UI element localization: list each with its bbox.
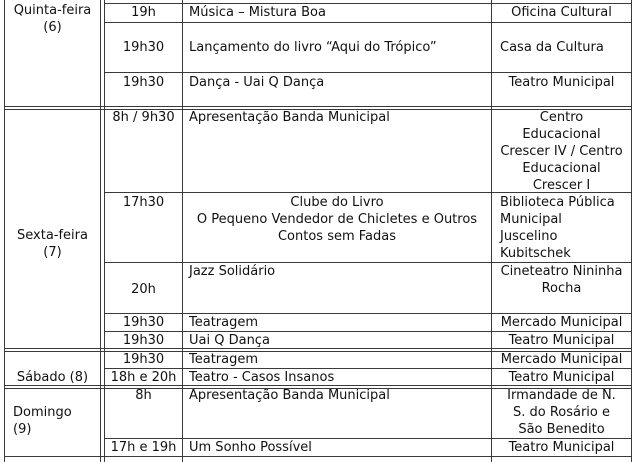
place-cell: Mercado Municipal — [500, 352, 623, 367]
table-divider-day — [100, 0, 101, 462]
event-cell: Um Sonho Possível — [189, 440, 312, 455]
place-cell: Cineteatro Nininha Rocha — [500, 264, 623, 296]
place-cell: Casa da Cultura — [500, 40, 604, 55]
row-line — [104, 22, 632, 23]
time-cell: 8h — [135, 388, 152, 403]
time-cell: 19h30 — [122, 352, 165, 367]
time-cell: 20h — [131, 282, 156, 297]
event-cell: Uai Q Dança — [189, 333, 270, 348]
place-cell: Teatro Municipal — [508, 440, 615, 455]
event-cell: Teatro - Casos Insanos — [189, 370, 335, 385]
event-cell: Lançamento do livro “Aqui do Trópico” — [189, 40, 437, 55]
place-cell: Teatro Municipal — [508, 333, 615, 348]
event-cell: Clube do Livro O Pequeno Vendedor de Chicletes e Outros Contos sem Fadas — [196, 195, 478, 244]
place-cell: Teatro Municipal — [508, 75, 615, 90]
time-cell: 18h e 20h — [110, 370, 177, 385]
event-cell: Teatragem — [189, 352, 259, 367]
row-line — [104, 72, 632, 73]
day-cell: Quinta-feira (6) — [13, 3, 92, 35]
time-cell: 19h — [131, 5, 156, 20]
place-cell: Centro Educacional Crescer IV / Centro Educacional Crescer I — [500, 110, 623, 193]
time-cell: 19h30 — [122, 40, 165, 55]
event-cell: Apresentação Banda Municipal — [189, 388, 390, 403]
day-separator — [4, 106, 632, 107]
place-cell: Irmandade de N. S. do Rosário e São Benedito — [507, 388, 616, 437]
event-cell: Dança - Uai Q Dança — [189, 75, 325, 90]
day-cell: Domingo (9) — [13, 405, 72, 437]
event-cell: Jazz Solidário — [189, 264, 276, 279]
time-cell: 17h30 — [122, 195, 165, 210]
time-cell: 19h30 — [122, 315, 165, 330]
place-cell: Biblioteca Pública Municipal Juscelino Kubitschek — [500, 195, 615, 261]
event-cell: Teatragem — [189, 315, 259, 330]
event-cell: Música – Mistura Boa — [189, 5, 326, 20]
table-border-bottom — [4, 456, 632, 457]
time-cell: 8h / 9h30 — [112, 110, 175, 125]
day-cell: Sexta-feira (7) — [17, 228, 88, 260]
time-cell: 17h e 19h — [110, 440, 177, 455]
day-cell: Sábado (8) — [16, 370, 89, 385]
time-cell: 19h30 — [122, 333, 165, 348]
place-cell: Mercado Municipal — [500, 315, 623, 330]
place-cell: Oficina Cultural — [511, 5, 612, 20]
table-border-right — [631, 0, 632, 462]
time-cell: 19h30 — [122, 75, 165, 90]
event-cell: Apresentação Banda Municipal — [189, 110, 390, 125]
place-cell: Teatro Municipal — [508, 370, 615, 385]
